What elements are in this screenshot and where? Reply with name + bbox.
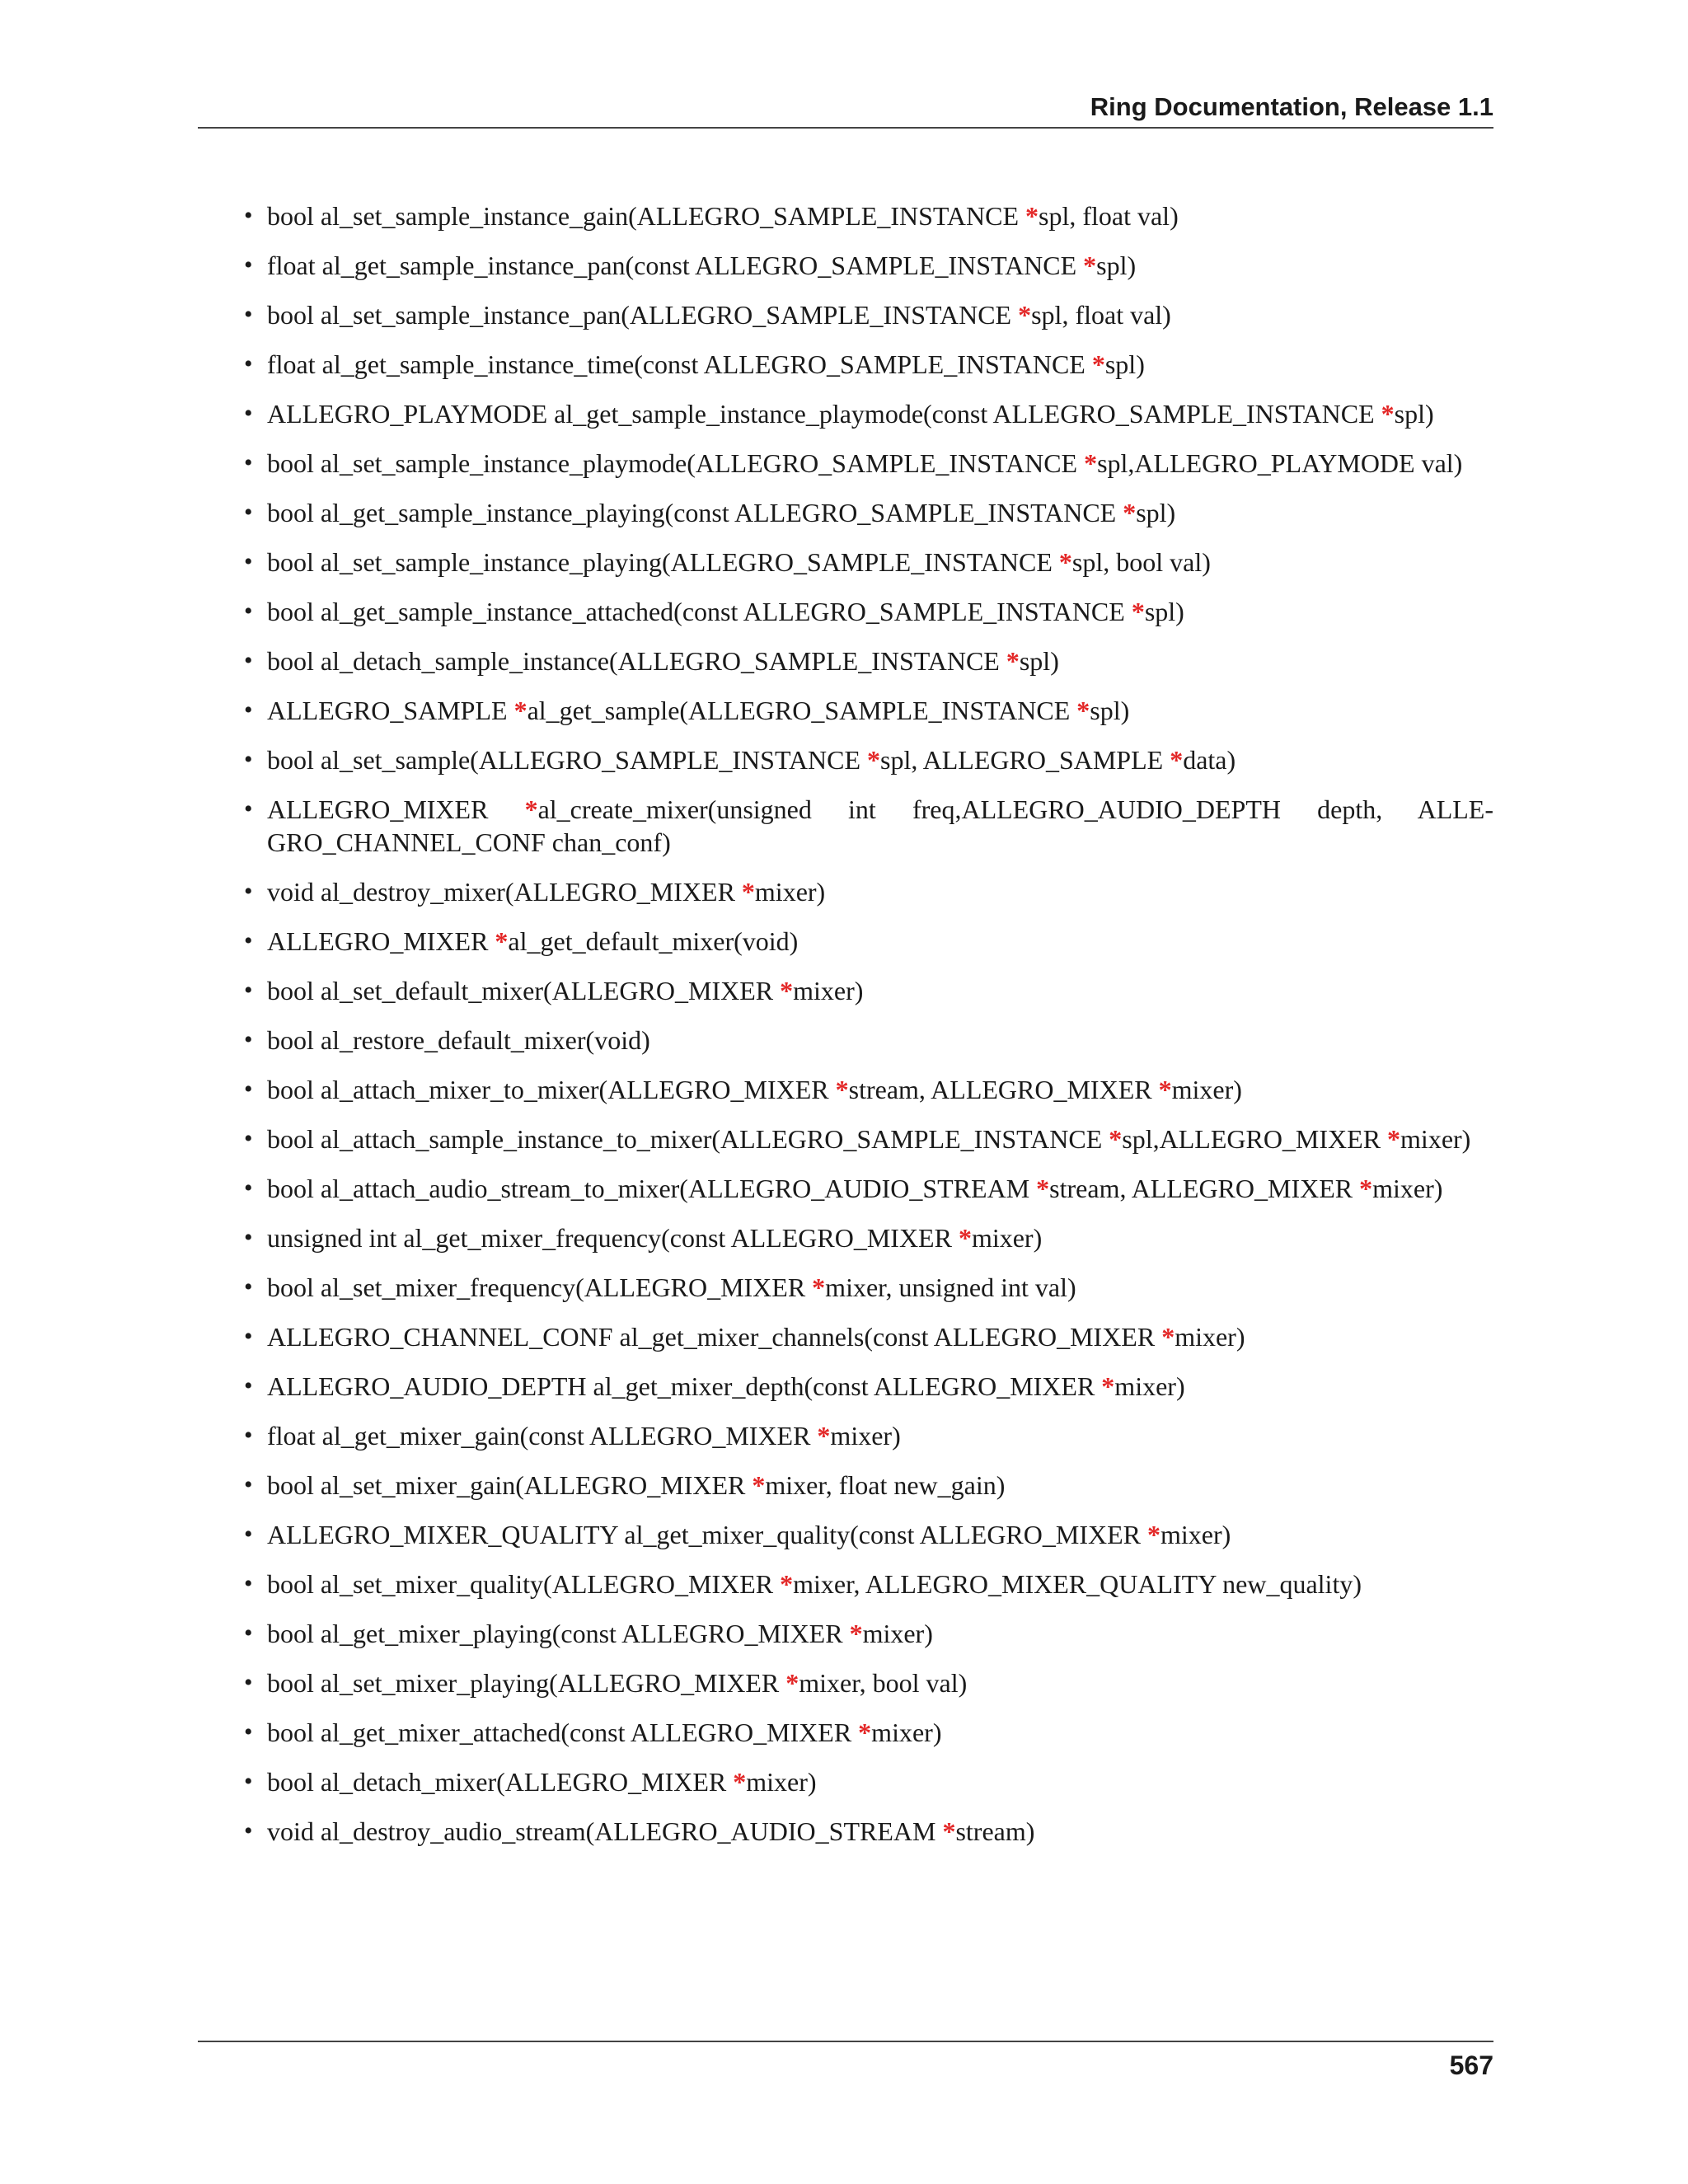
signature-text: al_get_default_mixer(void) <box>508 926 799 956</box>
pointer-asterisk: * <box>1058 547 1072 577</box>
bullet-icon: • <box>244 1224 253 1251</box>
pointer-asterisk: * <box>812 1272 826 1302</box>
signature-text: data) <box>1183 745 1236 775</box>
signature-text: bool al_set_sample_instance_pan(ALLEGRO_SAMPLE_INSTANCE <box>267 300 1019 330</box>
list-item <box>244 1666 1493 1699</box>
signature-text: spl) <box>1090 696 1130 725</box>
list-item <box>244 1024 1493 1057</box>
signature-text: unsigned int al_get_mixer_frequency(const ALLEGRO_MIXER <box>267 1223 959 1253</box>
signature-text: mixer) <box>1114 1371 1185 1401</box>
pointer-asterisk: * <box>858 1718 872 1747</box>
bullet-icon: • <box>244 1026 253 1053</box>
signature-text: mixer) <box>793 976 864 1005</box>
bullet-icon: • <box>244 1125 253 1152</box>
pointer-asterisk: * <box>780 976 794 1005</box>
signature-text: bool al_get_mixer_attached(const ALLEGRO_MIXER <box>267 1718 859 1747</box>
bullet-icon: • <box>244 795 253 823</box>
signature-text: mixer) <box>971 1223 1043 1253</box>
signature-text: spl) <box>1144 597 1184 626</box>
list-item <box>244 249 1493 282</box>
signature-text: bool al_set_sample_instance_gain(ALLEGRO_SAMPLE_INSTANCE <box>267 201 1025 231</box>
signature-text: mixer, ALLEGRO_MIXER_QUALITY new_quality) <box>793 1569 1362 1599</box>
list-item <box>244 1370 1493 1403</box>
bullet-icon: • <box>244 499 253 526</box>
bullet-icon: • <box>244 696 253 724</box>
bullet-icon: • <box>244 1817 253 1844</box>
pointer-asterisk: * <box>1101 1371 1115 1401</box>
pointer-asterisk: * <box>1083 251 1097 280</box>
pointer-asterisk: * <box>958 1223 972 1253</box>
signature-text: bool al_detach_sample_instance(ALLEGRO_SAMPLE_INSTANCE <box>267 646 1006 676</box>
list-item <box>244 1419 1493 1452</box>
pointer-asterisk: * <box>1123 498 1137 527</box>
pointer-asterisk: * <box>817 1421 831 1451</box>
signature-text: mixer) <box>862 1619 933 1648</box>
pointer-asterisk: * <box>1036 1174 1050 1203</box>
pointer-asterisk: * <box>1381 399 1395 429</box>
signature-text: bool al_attach_mixer_to_mixer(ALLEGRO_MIXER <box>267 1075 836 1104</box>
signature-text: spl,ALLEGRO_MIXER <box>1122 1124 1388 1154</box>
signature-text: spl, float val) <box>1031 300 1171 330</box>
list-item <box>244 1518 1493 1551</box>
signature-text: mixer) <box>830 1421 901 1451</box>
bullet-icon: • <box>244 350 253 377</box>
pointer-asterisk: * <box>1387 1124 1401 1154</box>
signature-text: mixer, bool val) <box>799 1668 968 1698</box>
pointer-asterisk: * <box>1091 349 1105 379</box>
signature-text: bool al_attach_sample_instance_to_mixer(ALLEGRO_SAMPLE_INSTANCE <box>267 1124 1109 1154</box>
list-item <box>244 1271 1493 1304</box>
bullet-icon: • <box>244 301 253 328</box>
bullet-icon: • <box>244 927 253 954</box>
bullet-icon: • <box>244 878 253 905</box>
pointer-asterisk: * <box>835 1075 849 1104</box>
list-item <box>244 546 1493 579</box>
list-item <box>244 1815 1493 1848</box>
signature-text: mixer) <box>1372 1174 1443 1203</box>
pointer-asterisk: * <box>1109 1124 1123 1154</box>
signature-text: mixer) <box>754 877 826 907</box>
list-item <box>244 743 1493 776</box>
pointer-asterisk: * <box>1076 696 1090 725</box>
signature-text: stream, ALLEGRO_MIXER <box>1049 1174 1360 1203</box>
list-item <box>244 1122 1493 1155</box>
signature-text: bool al_set_mixer_playing(ALLEGRO_MIXER <box>267 1668 786 1698</box>
signature-text: stream, ALLEGRO_MIXER <box>848 1075 1159 1104</box>
pointer-asterisk: * <box>942 1816 956 1846</box>
list-item <box>244 1172 1493 1205</box>
bullet-icon: • <box>244 746 253 773</box>
list-item <box>244 496 1493 529</box>
bullet-icon: • <box>244 548 253 575</box>
bullet-icon: • <box>244 449 253 476</box>
bullet-icon: • <box>244 977 253 1004</box>
signature-text: bool al_set_mixer_frequency(ALLEGRO_MIXER <box>267 1272 813 1302</box>
header-title: Ring Documentation, Release 1.1 <box>1090 92 1493 121</box>
signature-text: mixer) <box>871 1718 942 1747</box>
list-item <box>244 694 1493 727</box>
list-item <box>244 447 1493 480</box>
pointer-asterisk: * <box>513 696 528 725</box>
list-item <box>244 1469 1493 1502</box>
signature-text: mixer) <box>1400 1124 1471 1154</box>
signature-text: ALLEGRO_SAMPLE <box>267 696 514 725</box>
bullet-icon: • <box>244 1076 253 1103</box>
signature-text: ALLEGRO_CHANNEL_CONF al_get_mixer_channels(const ALLEGRO_MIXER <box>267 1322 1162 1352</box>
list-item <box>244 298 1493 331</box>
list-item <box>244 793 1493 859</box>
signature-text: ALLEGRO_MIXER <box>267 794 525 824</box>
signature-text: spl) <box>1096 251 1137 280</box>
signature-text: void al_destroy_mixer(ALLEGRO_MIXER <box>267 877 742 907</box>
pointer-asterisk: * <box>524 794 538 824</box>
pointer-asterisk: * <box>1161 1322 1175 1352</box>
page-number: 567 <box>1449 2050 1493 2080</box>
bullet-icon: • <box>244 1471 253 1498</box>
pointer-asterisk: * <box>849 1619 863 1648</box>
signature-text: ALLEGRO_PLAYMODE al_get_sample_instance_playmode(const ALLEGRO_SAMPLE_INSTANCE <box>267 399 1381 429</box>
pointer-asterisk: * <box>1158 1075 1172 1104</box>
function-list <box>244 199 1493 1848</box>
signature-text: bool al_get_sample_instance_attached(const ALLEGRO_SAMPLE_INSTANCE <box>267 597 1132 626</box>
bullet-icon: • <box>244 251 253 279</box>
signature-text: void al_destroy_audio_stream(ALLEGRO_AUDIO_STREAM <box>267 1816 943 1846</box>
list-item <box>244 1716 1493 1749</box>
pointer-asterisk: * <box>1359 1174 1373 1203</box>
list-item <box>244 1568 1493 1601</box>
bullet-icon: • <box>244 1768 253 1795</box>
bullet-icon: • <box>244 1273 253 1301</box>
signature-text: ALLEGRO_MIXER <box>267 926 495 956</box>
pointer-asterisk: * <box>1131 597 1145 626</box>
signature-text: bool al_set_sample_instance_playing(ALLEGRO_SAMPLE_INSTANCE <box>267 547 1059 577</box>
bullet-icon: • <box>244 1174 253 1202</box>
list-item <box>244 1221 1493 1254</box>
list-item <box>244 974 1493 1007</box>
signature-text: bool al_set_sample(ALLEGRO_SAMPLE_INSTANCE <box>267 745 868 775</box>
list-item <box>244 595 1493 628</box>
signature-text: mixer) <box>1175 1322 1245 1352</box>
signature-text: mixer) <box>746 1767 817 1797</box>
list-item <box>244 199 1493 232</box>
page-footer <box>198 2041 1493 2080</box>
signature-text: float al_get_sample_instance_pan(const ALLEGRO_SAMPLE_INSTANCE <box>267 251 1084 280</box>
bullet-icon: • <box>244 647 253 674</box>
signature-text: bool al_restore_default_mixer(void) <box>267 1025 650 1055</box>
page-header <box>198 89 1493 129</box>
list-item <box>244 348 1493 381</box>
list-item <box>244 925 1493 958</box>
signature-text: al_get_sample(ALLEGRO_SAMPLE_INSTANCE <box>527 696 1077 725</box>
signature-text: bool al_get_mixer_playing(const ALLEGRO_MIXER <box>267 1619 850 1648</box>
signature-text: float al_get_sample_instance_time(const ALLEGRO_SAMPLE_INSTANCE <box>267 349 1092 379</box>
pointer-asterisk: * <box>1006 646 1020 676</box>
signature-text: ALLEGRO_AUDIO_DEPTH al_get_mixer_depth(const ALLEGRO_MIXER <box>267 1371 1102 1401</box>
bullet-icon: • <box>244 1323 253 1350</box>
signature-text: bool al_set_default_mixer(ALLEGRO_MIXER <box>267 976 781 1005</box>
signature-text: spl) <box>1394 399 1434 429</box>
signature-text: mixer, float new_gain) <box>765 1470 1006 1500</box>
bullet-icon: • <box>244 1570 253 1597</box>
signature-text: mixer, unsigned int val) <box>825 1272 1076 1302</box>
signature-text: bool al_set_mixer_gain(ALLEGRO_MIXER <box>267 1470 753 1500</box>
signature-text: bool al_set_mixer_quality(ALLEGRO_MIXER <box>267 1569 781 1599</box>
signature-text: float al_get_mixer_gain(const ALLEGRO_MIXER <box>267 1421 818 1451</box>
pointer-asterisk: * <box>1146 1520 1160 1549</box>
list-item <box>244 1320 1493 1353</box>
list-item <box>244 1073 1493 1106</box>
signature-text: al_create_mixer(unsigned int freq,ALLEGRO_AUDIO_DEPTH depth, ALLEGRO_CHANNEL_CONF chan_conf) <box>267 794 1494 857</box>
pointer-asterisk: * <box>780 1569 794 1599</box>
signature-text: spl, float val) <box>1038 201 1179 231</box>
pointer-asterisk: * <box>1170 745 1184 775</box>
signature-text: mixer) <box>1160 1520 1231 1549</box>
signature-text: bool al_set_sample_instance_playmode(ALLEGRO_SAMPLE_INSTANCE <box>267 448 1085 478</box>
signature-text: spl) <box>1019 646 1059 676</box>
list-item <box>244 1765 1493 1798</box>
bullet-icon: • <box>244 1521 253 1548</box>
signature-text: spl, ALLEGRO_SAMPLE <box>880 745 1170 775</box>
pointer-asterisk: * <box>752 1470 766 1500</box>
pointer-asterisk: * <box>867 745 881 775</box>
bullet-icon: • <box>244 1669 253 1696</box>
pointer-asterisk: * <box>1018 300 1032 330</box>
pointer-asterisk: * <box>1025 201 1039 231</box>
signature-text: spl,ALLEGRO_PLAYMODE val) <box>1097 448 1463 478</box>
bullet-icon: • <box>244 1372 253 1399</box>
signature-text: bool al_attach_audio_stream_to_mixer(ALLEGRO_AUDIO_STREAM <box>267 1174 1037 1203</box>
bullet-icon: • <box>244 598 253 625</box>
signature-text: ALLEGRO_MIXER_QUALITY al_get_mixer_quality(const ALLEGRO_MIXER <box>267 1520 1147 1549</box>
bullet-icon: • <box>244 202 253 229</box>
signature-text: spl) <box>1104 349 1145 379</box>
list-item <box>244 644 1493 677</box>
bullet-icon: • <box>244 1619 253 1647</box>
list-item <box>244 875 1493 908</box>
signature-text: stream) <box>955 1816 1035 1846</box>
bullet-icon: • <box>244 1422 253 1449</box>
signature-text: spl) <box>1136 498 1176 527</box>
bullet-icon: • <box>244 400 253 427</box>
list-item <box>244 1617 1493 1650</box>
main-content <box>244 199 1493 1864</box>
bullet-icon: • <box>244 1718 253 1746</box>
pointer-asterisk: * <box>741 877 755 907</box>
signature-text: spl, bool val) <box>1071 547 1211 577</box>
pointer-asterisk: * <box>733 1767 747 1797</box>
pointer-asterisk: * <box>785 1668 799 1698</box>
signature-text: bool al_detach_mixer(ALLEGRO_MIXER <box>267 1767 734 1797</box>
pointer-asterisk: * <box>495 926 509 956</box>
signature-text: mixer) <box>1171 1075 1242 1104</box>
signature-text: bool al_get_sample_instance_playing(const ALLEGRO_SAMPLE_INSTANCE <box>267 498 1123 527</box>
list-item <box>244 397 1493 430</box>
pointer-asterisk: * <box>1084 448 1098 478</box>
